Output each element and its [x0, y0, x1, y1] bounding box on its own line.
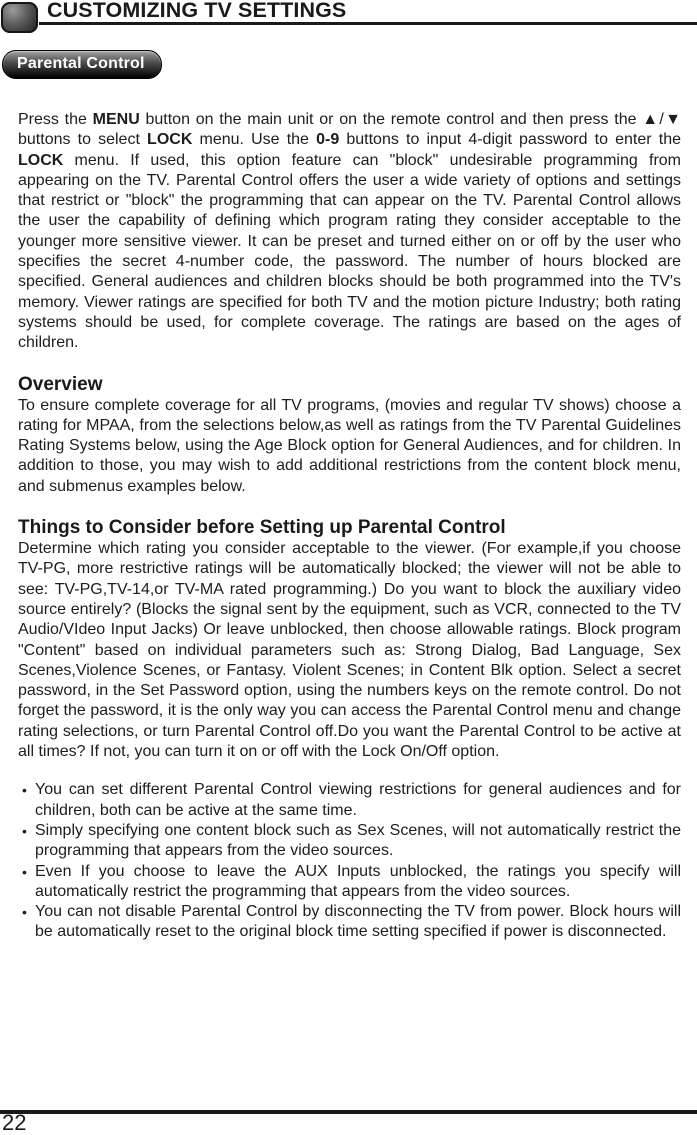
page-number: 22 — [2, 1110, 27, 1135]
page-content — [18, 110, 681, 943]
page-title: CUSTOMIZING TV SETTINGS — [47, 0, 347, 22]
footer-rule — [0, 1110, 697, 1114]
list-item — [18, 780, 681, 821]
considerations-list — [18, 780, 681, 942]
bullet-icon: • — [22, 904, 27, 921]
header-rule — [39, 22, 697, 25]
list-item — [18, 821, 681, 862]
list-item-text: Even If you choose to leave the AUX Inputs unblocked, the ratings you specify will automatically restrict the programming that appears from the video sources. — [35, 862, 681, 900]
list-item-text: Simply specifying one content block such as Sex Scenes, will not automatically restrict the programming that appears from the video sources. — [35, 821, 681, 860]
section-badge: Parental Control — [2, 50, 162, 79]
overview-paragraph: To ensure complete coverage for all TV programs, (movies and regular TV shows) choose a rating for MPAA, from the selections below,as well as ratings from the TV Parental Guidelines Rating Systems below, using the Age Block option for General Audiences, and for children. In addition to those, you may wish to add additional restrictions from the content block menu, and submenus examples below. — [18, 396, 681, 495]
intro-paragraph: Press the MENU button on the main unit or on the remote control and then press the ▲/▼ buttons to select LOCK menu. Use the 0-9 buttons to input 4-digit password to enter the LOCK menu. If used, this option feature can "block" undesirable programming from appearing on the TV. Parental Control offers the user a wide variety of options and settings that restrict or "block" the programming that can appear on the TV. Parental Control allows the user the capability of defining which program rating they consider acceptable to the younger more sensitive viewer. It can be preset and turned either on or off by the user who specifies the secret 4-number code, the password. The number of hours blocked are specified. General audiences and children blocks should be both programmed into the TV's memory. Viewer ratings are specified for both TV and the motion picture Industry; both rating systems should be used, for complete coverage. The ratings are based on the ages of children. — [18, 111, 682, 352]
chapter-tab-icon — [1, 2, 38, 33]
list-item — [18, 902, 681, 943]
list-item-text: You can set different Parental Control viewing restrictions for general audiences and for children, both can be active at the same time. — [35, 781, 681, 819]
things-to-consider-paragraph: Determine which rating you consider acceptable to the viewer. (For example,if you choose TV-PG, more restrictive ratings will be automatically blocked; the viewer will not be able to see: TV-PG,TV-14,or TV-MA rated programming.) Do you want to block the auxiliary video source entirely? (Blocks the signal sent by the equipment, such as VCR, connected to the TV Audio/VIdeo Input Jacks) Or leave unblocked, then choose allowable ratings. Block program "Content" based on individual parameters such as: Strong Dialog, Bad Language, Sex Scenes,Violence Scenes, or Fantasy. Violent Scenes; in Content Blk option. Select a secret password, in the Set Password option, using the numbers keys on the remote control. Do not forget the password, it is the only way you can access the Parental Control menu and change rating selections, or turn Parental Control off.Do you want the Parental Control to be active at all times? If not, you can turn it on or off with the Lock On/Off option. — [18, 540, 681, 761]
bullet-icon: • — [22, 822, 27, 839]
list-item — [18, 862, 681, 903]
things-to-consider-heading: Things to Consider before Setting up Parental Control — [18, 517, 506, 539]
bullet-icon: • — [22, 782, 27, 799]
overview-heading: Overview — [18, 373, 103, 395]
bullet-icon: • — [22, 863, 27, 880]
list-item-text: You can not disable Parental Control by disconnecting the TV from power. Block hours will be automatically reset to the original block time setting specified if power is disconnected. — [35, 903, 681, 941]
